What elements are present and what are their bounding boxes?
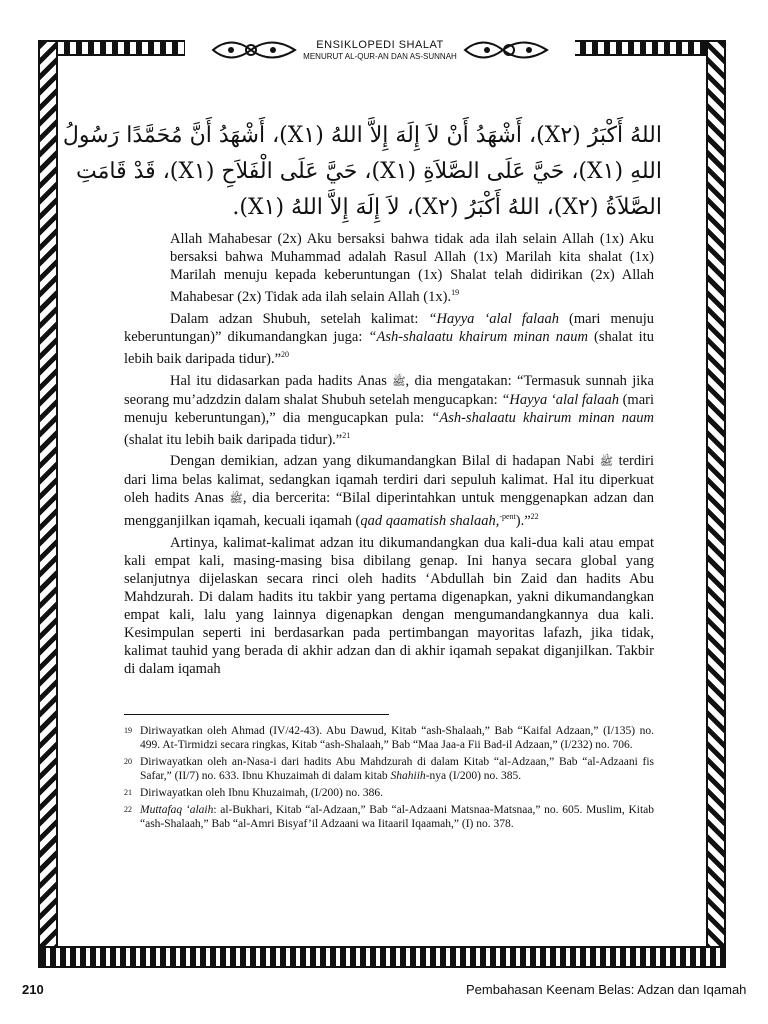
arabic-line: الصَّلاَةُ (X٢)، اللهُ أَكْبَرُ (X٢)، لاَ إِلَهَ إِلاَّ اللهُ (X١). (232, 195, 662, 220)
footnote-divider (124, 714, 389, 715)
footnote-ref: 21 (342, 430, 351, 440)
footnote-ref: 19 (451, 288, 460, 297)
honorific-glyph: ﷺ (392, 374, 406, 388)
border-bottom (38, 946, 726, 968)
adzan-translation: Allah Mahabesar (2x) Aku bersaksi bahwa tidak ada ilah selain Allah (1x) Aku bersaksi bahwa Muhammad adalah Rasul Allah (1x) Marilah kita shalat (1x) Marilah menuju kepada keberuntungan (1x) Shalat telah didirikan (2x) Allah Mahabesar (2x) Tidak ada ilah selain Allah (1x).$^{19}$ (170, 231, 654, 305)
footnote: 22 Muttafaq ‘alaih: al-Bukhari, Kitab “al-Adzaan,” Bab “al-Adzaani Matsnaa-Matsnaa,” no. 605. Muslim, Kitab “ash-Shalaah,” Bab “al-Amri Bisyaf’il Adzaani wa Iitaaril Iqaamah,” (I) no. 378. (124, 804, 654, 830)
border-left (38, 40, 58, 968)
running-header (185, 32, 575, 68)
paragraph: Hal itu didasarkan pada hadits Anas ﷺ, dia mengatakan: “Termasuk sunnah jika seorang mu’adzdzin dalam shalat Shubuh setelah mengucapkan: “Hayya ‘alal falaah (mari menuju keberuntungan),” dia mengucapkan pula: “Ash-shalaatu khairum minan naum (shalat itu lebih baik daripada tidur).”$^{21}$ (124, 372, 654, 448)
page-number: 210 (22, 982, 44, 997)
arabic-line: اللهُ أَكْبَرُ (X٢)، أَشْهَدُ أَنْ لاَ إِلَهَ إِلاَّ اللهُ (X١)، أَشْهَدُ أَنَّ مُحَمَّدًا رَسُولُ (62, 123, 662, 148)
honorific-glyph: ﷺ (229, 492, 243, 506)
paragraph: Artinya, kalimat-kalimat adzan itu dikumandangkan dua kali-dua kali atau empat kali empat kali, masing-masing bisa dibilang genap. Ini hanya secara global yang selanjutnya dijelaskan secara rinci oleh hadits ‘Abdullah bin Zaid dan hadits Abu Mahdzurah. Di dalam hadits itu takbir yang pertama digenapkan, yakni dikumandangkan empat kali, lalu yang lainnya digenapkan dengan mengumandangkannya dua kali. Kesimpulan seperti ini berdasarkan pada pertimbangan mayoritas lafazh, jika tidak, kalimat tauhid yang berada di akhir adzan dan di akhir iqamah sepakat diganjilkan. Takbir di dalam iqamah (124, 535, 654, 678)
footnote: 21 Diriwayatkan oleh Ibnu Khuzaimah, (I/200) no. 386. (124, 787, 384, 799)
page-body (62, 118, 662, 678)
arabic-adzan-text (62, 118, 662, 226)
ornament-left-icon (211, 35, 297, 65)
paragraph: Dalam adzan Shubuh, setelah kalimat: “Hayya ‘alal falaah (mari menuju keberuntungan)” dikumandangkan juga: “Ash-shalaatu khairum minan naum (shalat itu lebih baik daripada tidur).”$^{20}$ (124, 310, 654, 367)
footnote-ref: 20 (281, 349, 290, 359)
footnote: 19 Diriwayatkan oleh Ahmad (IV/42-43). Abu Dawud, Kitab “ash-Shalaah,” Bab “Kaifal Adzaan,” (I/135) no. 499. At-Tirmidzi secara ringkas, Kitab “ash-Shalaah,” Bab “Maa Jaa-a Fii Bad-il Adzaan,” (I/232) no. 706. (124, 725, 654, 751)
paragraph: Dengan demikian, adzan yang dikumandangkan Bilal di hadapan Nabi ﷺ terdiri dari lima belas kalimat, sedangkan iqamah terdiri dari sepuluh kalimat. Hal itu diperkuat oleh hadits Anas ﷺ, dia bercerita: “Bilal diperintahkan untuk menggenapkan adzan dan mengganjilkan iqamah, kecuali iqamah (qad qaamatish shalaah,$^{-pent}$).”$^{22}$ (124, 453, 654, 530)
border-right (706, 40, 726, 968)
arabic-line: اللهِ (X١)، حَيَّ عَلَى الصَّلاَةِ (X١)، حَيَّ عَلَى الْفَلاَحِ (X١)، قَدْ قَامَتِ (76, 159, 662, 184)
footnotes (124, 724, 654, 834)
ornament-right-icon (463, 35, 549, 65)
honorific-glyph: ﷺ (599, 455, 614, 469)
book-title: ENSIKLOPEDI SHALAT (316, 38, 444, 51)
footnote: 20 Diriwayatkan oleh an-Nasa-i dari hadits Abu Mahdzurah di dalam Kitab “al-Adzaan,” Bab “al-Adzaani fis Safar,” (II/7) no. 633. Ibnu Khuzaimah di dalam kitab Shahiih-nya (I/200) no. 385. (124, 756, 654, 782)
footnote-ref: 22 (530, 512, 539, 522)
running-footer-title: Pembahasan Keenam Belas: Adzan dan Iqamah (466, 982, 747, 997)
book-subtitle: MENURUT AL-QUR-AN DAN AS-SUNNAH (303, 51, 457, 61)
